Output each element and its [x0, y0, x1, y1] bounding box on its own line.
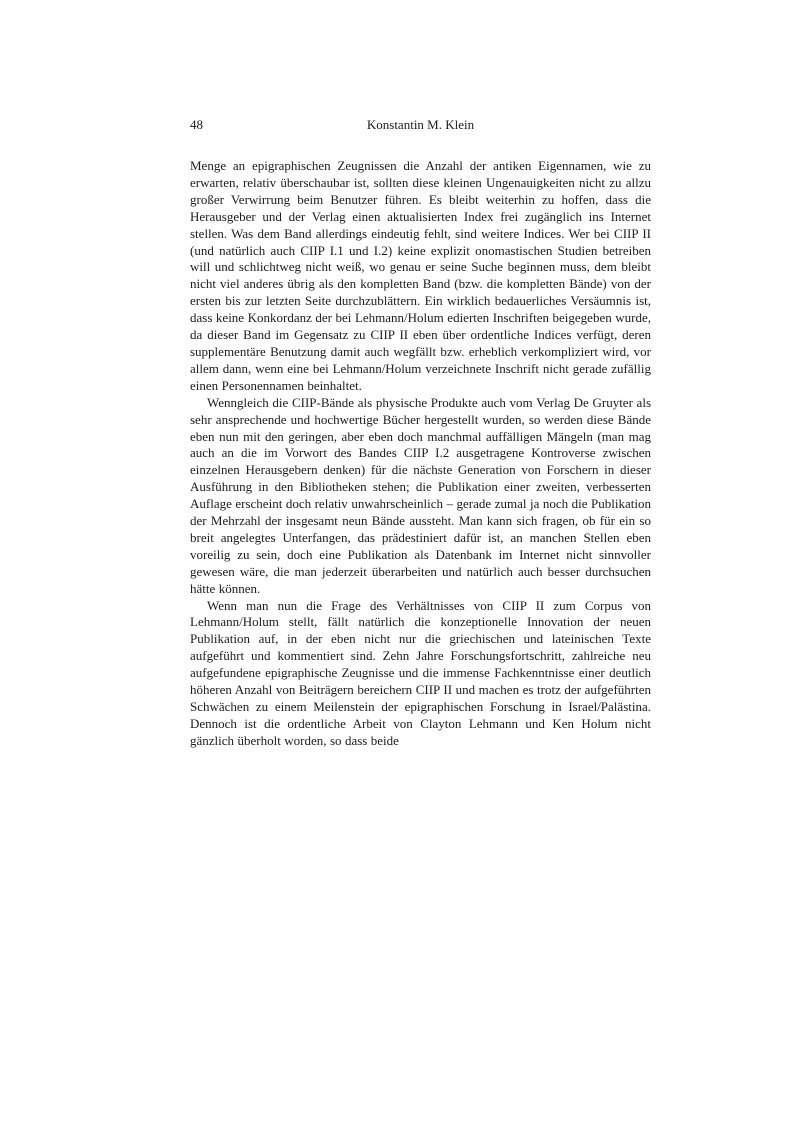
running-header	[190, 116, 651, 133]
page-number: 48	[190, 117, 203, 132]
paragraph-continuation: Menge an epigraphischen Zeugnissen die Anzahl der antiken Eigennamen, wie zu erwarten, relativ überschaubar ist, sollten diese kleinen Ungenauigkeiten nicht zu allzu großer Verwirrung beim Benutzer führen. Es bleibt weiterhin zu hoffen, dass die Herausgeber und der Verlag einen aktualisierten Index frei zugänglich ins Internet stellen. Was dem Band allerdings eindeutig fehlt, sind weitere Indices. Wer bei CIIP II (und natürlich auch CIIP I.1 und I.2) keine explizit onomastischen Studien betreiben will und schlichtweg nicht weiß, wo genau er seine Suche beginnen muss, dem bleibt nicht viel anderes übrig als den kompletten Band (bzw. die kompletten Bände) von der ersten bis zur letzten Seite durchzublättern. Ein wirklich bedauerliches Versäumnis ist, dass keine Konkordanz der bei Lehmann/Holum edierten Inschriften beigegeben wurde, da dieser Band im Gegensatz zu CIIP II eben über ordentliche Indices verfügt, deren supplementäre Benutzung damit auch wegfällt bzw. erheblich verkompliziert wird, vor allem dann, wenn eine bei Lehmann/Holum verzeichnete Inschrift nicht gerade zufällig einen Personennamen beinhaltet.	[190, 158, 651, 393]
running-header-title: Konstantin M. Klein	[366, 117, 475, 132]
paragraph: Wenngleich die CIIP-Bände als physische Produkte auch vom Verlag De Gruyter als sehr ansprechende und hochwertige Bücher hergestellt wurden, so werden diese Bände eben nun mit den geringen, aber eben doch manchmal auffälligen Mängeln (man mag auch an die im Vorwort des Bandes CIIP I.2 ausgetragene Kontroverse zwischen einzelnen Herausgebern denken) für die nächste Generation von Forschern in dieser Ausführung in den Bibliotheken stehen; die Publikation einer zweiten, verbesserten Auflage erscheint doch relativ unwahrscheinlich – gerade zumal ja noch die Publikation der Mehrzahl der insgesamt neun Bände aussteht. Man kann sich fragen, ob für ein so breit angelegtes Unterfangen, das prädestiniert dafür ist, an manchen Stellen eben voreilig zu sein, doch eine Publikation als Datenbank im Internet nicht sinnvoller gewesen wäre, die man jederzeit überarbeiten und natürlich auch besser durchsuchen hätte können.	[190, 394, 651, 596]
paragraph: Wenn man nun die Frage des Verhältnisses von CIIP II zum Corpus von Lehmann/Holum stellt, fällt natürlich die konzeptionelle Innovation der neuen Publikation auf, in der eben nicht nur die griechischen und lateinischen Texte aufgeführt und kommentiert sind. Zehn Jahre Forschungsfortschritt, zahlreiche neu aufgefundene epigraphische Zeugnisse und die immense Fachkenntnisse einer deutlich höheren Anzahl von Beiträgern bereichern CIIP II und machen es trotz der aufgeführten Schwächen zu einem Meilenstein der epigraphischen Forschung in Israel/Palästina. Dennoch ist die ordentliche Arbeit von Clayton Lehmann und Ken Holum nicht gänzlich überholt worden, so dass beide	[190, 597, 651, 748]
body-text-block	[190, 158, 651, 750]
